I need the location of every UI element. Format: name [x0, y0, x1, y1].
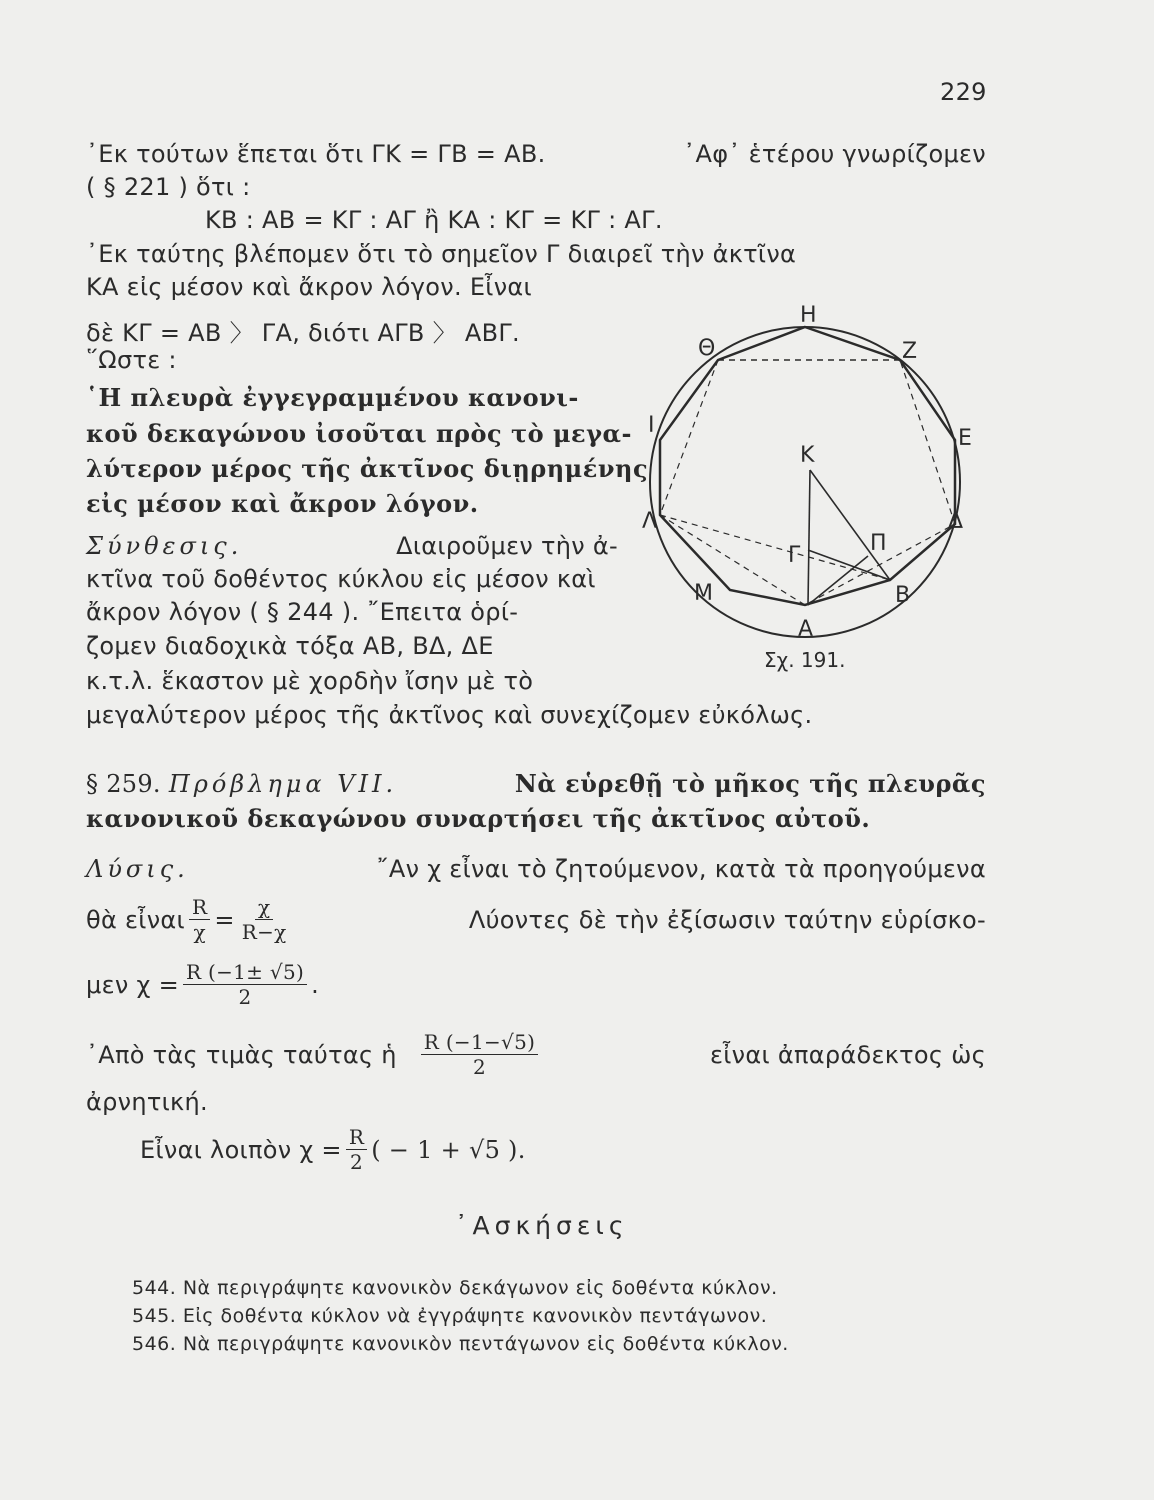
solution-line3: [86, 960, 319, 1009]
frac-den: 2: [350, 1150, 364, 1174]
label-Z: Ζ: [902, 339, 918, 364]
solution-equation: [86, 895, 986, 944]
label-A: Α: [798, 617, 814, 642]
fraction-roots: [183, 960, 307, 1009]
label-K: Κ: [800, 443, 815, 468]
label-I: Ι: [648, 413, 655, 438]
eq-left: [86, 895, 294, 944]
problem-head: [86, 770, 397, 798]
exercises-title: ᾿Ασκήσεις: [455, 1211, 629, 1240]
exercise-item: 544. Νὰ περιγράψητε κανονικὸν δεκάγωνον εἰς δοθέντα κύκλον.: [132, 1277, 778, 1299]
problem-number: § 259.: [86, 770, 161, 798]
line4-left: [86, 1030, 542, 1079]
segment-AP: [808, 556, 868, 605]
frac-den: R−χ: [241, 920, 287, 944]
para2-line1: ᾿Εκ ταύτης βλέπομεν ὅτι τὸ σημεῖον Γ διαιρεῖ τὴν ἀκτῖνα: [86, 240, 797, 268]
fraction-R-over-x: [189, 895, 210, 944]
para1-line2: ( § 221 ) ὅτι :: [86, 173, 251, 201]
label-P: Π: [870, 531, 887, 556]
para2-line3: δὲ ΚΓ = ΑΒ 〉 ΓΑ, διότι ΑΓΒ 〉 ΑΒΓ.: [86, 319, 520, 347]
decagon-figure: [0, 0, 1154, 720]
label-G: Γ: [788, 543, 801, 568]
frac-num: R: [189, 895, 210, 920]
problem-line1-text: Νὰ εὑρεθῇ τὸ μῆκος τῆς πλευρᾶς: [514, 769, 986, 798]
line6-pre: Εἶναι λοιπὸν χ =: [140, 1135, 342, 1164]
label-D: Δ: [948, 509, 964, 534]
theorem-line: ῾Η πλευρὰ ἐγγεγραμμένου κανονι-: [86, 383, 579, 412]
eq-pre: θὰ εἶναι: [86, 905, 185, 934]
synthesis-line1-text: Διαιροῦμεν τὴν ἀ-: [396, 532, 618, 560]
page-number: 229: [940, 78, 987, 106]
label-TH: Θ: [698, 336, 716, 361]
problem-line2: κανονικοῦ δεκαγώνου συναρτήσει τῆς ἀκτῖνος αὐτοῦ.: [86, 804, 871, 833]
fraction-R-over-2: [346, 1125, 367, 1174]
label-L: Λ: [642, 509, 658, 534]
solution-line1: [86, 855, 986, 883]
problem-label: Πρόβλημα VII.: [168, 770, 398, 798]
label-H: Η: [800, 303, 817, 328]
frac-den: 2: [473, 1055, 487, 1079]
synthesis-line3: ἄκρον λόγον ( § 244 ). ῎Επειτα ὁρί-: [86, 598, 519, 626]
line4-pre: ᾿Απὸ τὰς τιμὰς ταύτας ἡ: [86, 1040, 397, 1069]
equals-sign: =: [214, 905, 235, 934]
frac-num: R (−1± √5): [183, 960, 307, 985]
solution-line1-text: ῎Αν χ εἶναι τὸ ζητούμενον, κατὰ τὰ προηγούμενα: [376, 855, 986, 883]
para1-line1-left: ᾿Εκ τούτων ἕπεται ὅτι ΓΚ = ΓΒ = ΑΒ.: [86, 140, 546, 168]
fraction-x-over-Rx: [239, 895, 290, 944]
exercise-item: 545. Εἰς δοθέντα κύκλον νὰ ἐγγράψητε κανονικὸν πεντάγωνον.: [132, 1305, 768, 1327]
label-M: Μ: [694, 581, 713, 606]
solution-line6: [140, 1125, 526, 1174]
synthesis-label: Σύνθεσις.: [86, 532, 243, 560]
solution-line5: ἀρνητική.: [86, 1088, 208, 1116]
synthesis-line2: κτῖνα τοῦ δοθέντος κύκλου εἰς μέσον καὶ: [86, 565, 596, 593]
solution-label: Λύσις.: [86, 855, 189, 883]
fraction-negative-root: [421, 1030, 538, 1079]
para1-line1-right: ᾿Αφ᾿ ἑτέρου γνωρίζομεν: [683, 140, 986, 168]
line4-post: εἶναι ἀπαράδεκτος ὡς: [709, 1040, 986, 1069]
frac-num: R: [346, 1125, 367, 1150]
synthesis-line5: κ.τ.λ. ἕκαστον μὲ χορδὴν ἴσην μὲ τὸ: [86, 667, 534, 695]
theorem-line: εἰς μέσον καὶ ἄκρον λόγον.: [86, 489, 479, 518]
frac-den: 2: [238, 985, 252, 1009]
figure-caption: Σχ. 191.: [764, 648, 846, 672]
exercise-item: 546. Νὰ περιγράψητε κανονικὸν πεντάγωνον εἰς δοθέντα κύκλον.: [132, 1333, 789, 1355]
period: .: [311, 970, 320, 999]
radius-KA: [808, 470, 810, 605]
frac-num: χ: [255, 895, 273, 920]
para2-line2: ΚΑ εἰς μέσον καὶ ἄκρον λόγον. Εἶναι: [86, 273, 532, 301]
eq-post: Λύοντες δὲ τὴν ἐξίσωσιν ταύτην εὑρίσκο-: [468, 905, 986, 934]
solution-line4: [86, 1030, 986, 1079]
para1-equation: ΚΒ : ΑΒ = ΚΓ : ΑΓ ἢ ΚΑ : ΚΓ = ΚΓ : ΑΓ.: [205, 206, 663, 234]
chord: [660, 515, 890, 580]
para2-line4: ῞Ωστε :: [86, 346, 177, 374]
synthesis-line4: ζομεν διαδοχικὰ τόξα ΑΒ, ΒΔ, ΔΕ: [86, 632, 494, 660]
theorem-line: λύτερον μέρος τῆς ἀκτῖνος διῃρημένης: [86, 454, 649, 483]
line3-pre: μεν χ =: [86, 970, 179, 999]
synthesis-line6: μεγαλύτερον μέρος τῆς ἀκτῖνος καὶ συνεχίζομεν εὐκόλως.: [86, 701, 813, 729]
label-E: Ε: [958, 426, 972, 451]
pentagon-dashed: [660, 360, 955, 605]
theorem-line: κοῦ δεκαγώνου ἰσοῦται πρὸς τὸ μεγα-: [86, 419, 632, 448]
problem-line1: [86, 770, 986, 798]
label-B: Β: [895, 583, 911, 608]
line6-post: ( − 1 + √5 ).: [371, 1135, 526, 1164]
segment-KB: [810, 470, 890, 580]
frac-num: R (−1−√5): [421, 1030, 538, 1055]
frac-den: χ: [193, 920, 206, 944]
